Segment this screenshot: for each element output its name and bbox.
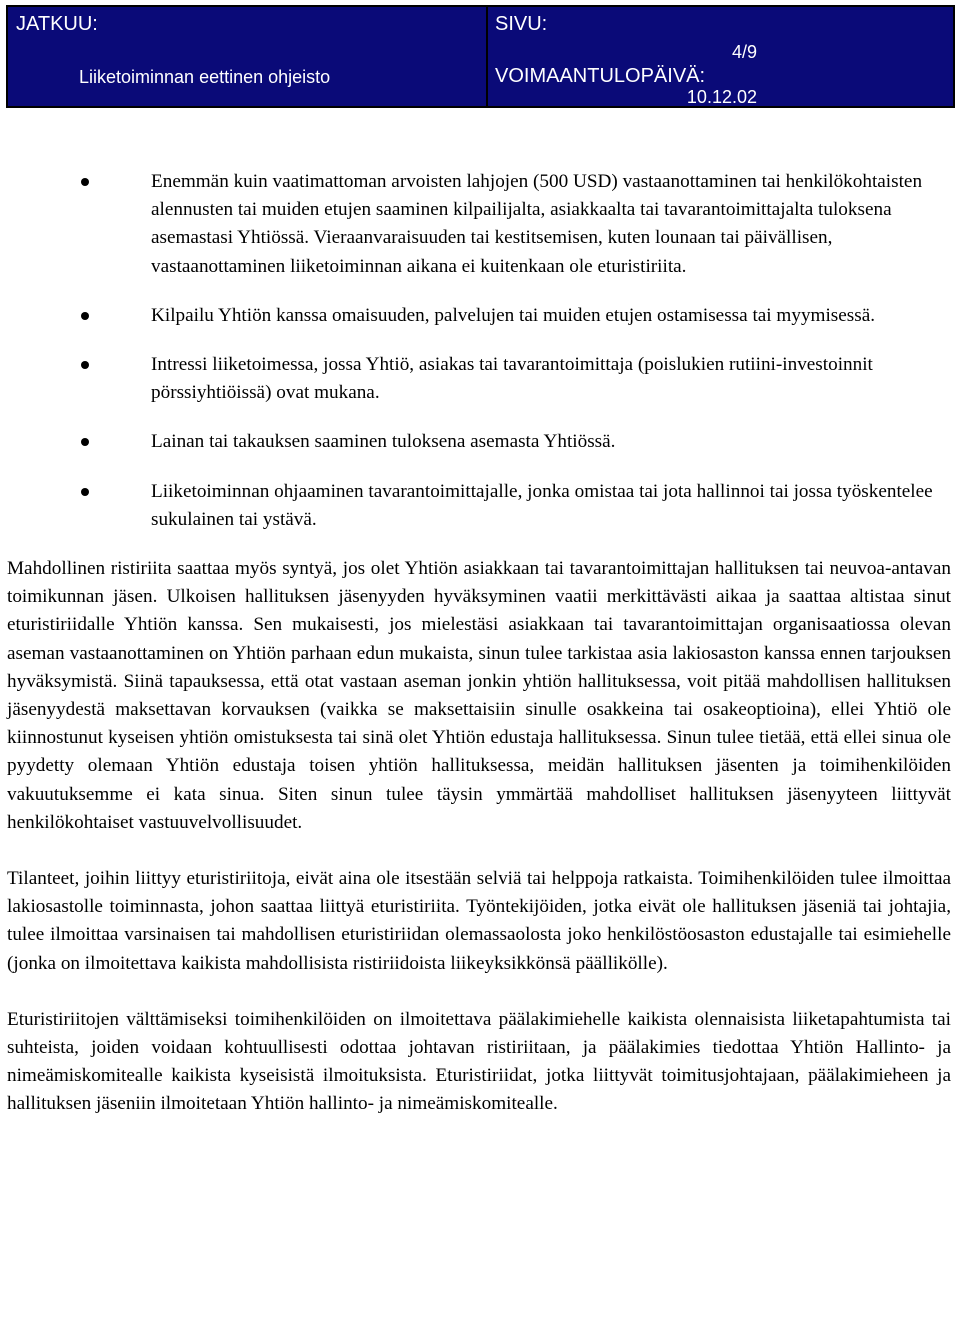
effective-date: 10.12.02 (686, 87, 757, 107)
list-item (7, 351, 951, 407)
paragraph-board-membership: Mahdollinen ristiriita saattaa myös syntyä, jos olet Yhtiön asiakkaan tai tavarantoimittajan hallituksen tai neuvoa-antavan toimikunnan jäsen. Ulkoisen hallituksen jäsenyyden hyväksyminen vaatii merkittävästi aikaa ja saattaa altistaa sinut eturistiriidalle Yhtiön kanssa. Sen mukaisesti, jos mielestäsi asiakkaan tai tavarantoimittajan organisaatiossa olevan aseman vastaanottaminen on Yhtiön parhaan edun mukaista, sinun tulee tarkistaa asia lakiosaston kanssa ennen tarjouksen hyväksymistä. Siinä tapauksessa, että otat vastaan aseman jonkin yhtiön hallituksessa, voit pitää mahdollisen hallituksen jäsenyydestä maksettavan korvauksen (vaikka se maksettaisiin sinulle osakkeina tai osakeoptioina), ellei Yhtiö ole kiinnostunut kyseisen yhtiön omistuksesta tai sinä olet Yhtiön edustaja hallituksessa. Sinun tulee tietää, että ellei sinua ole pyydetty olemaan Yhtiön edustaja toisen yhtiön hallituksessa, meidän hallituksen jäsenten ja toimihenkilöiden vakuutuksemme ei kata sinua. Siten sinun tulee täysin ymmärtää mahdolliset hallituksen jäsenyyteen liittyvät henkilökohtaiset vastuuvelvollisuudet. (7, 558, 951, 833)
bullet-icon (81, 178, 89, 186)
conflict-list (7, 168, 951, 534)
page-label: SIVU: (495, 13, 548, 35)
list-item-text: Lainan tai takauksen saaminen tuloksena asemasta Yhtiössä. (151, 431, 616, 453)
list-item-text: Enemmän kuin vaatimattoman arvoisten lahjojen (500 USD) vastaanottaminen tai henkilökohtaisten alennusten tai muiden etujen saaminen kilpailijalta, asiakkaalta tai tavarantoimittajalta tuloksena asemastasi Yhtiössä. Vieraanvaraisuuden tai kestitsemisen, kuten lounaan tai päivällisen, vastaanottaminen liiketoiminnan aikana ei kuitenkaan ole eturistiriita. (151, 171, 923, 277)
document-body (7, 168, 951, 1147)
list-item (7, 428, 951, 456)
bullet-icon (81, 361, 89, 369)
bullet-icon (81, 488, 89, 496)
paragraph-reporting: Tilanteet, joihin liittyy eturistiriitoja, eivät aina ole itsestään selviä tai helppoja ratkaista. Toimihenkilöiden tulee ilmoittaa lakiosastolle toiminnasta, johon saattaa liittyä eturistiriita. Työntekijöiden, jotka eivät ole hallituksen jäseniä tai johtajia, tulee ilmoittaa varsinaisen tai mahdollisen eturistiriidan olemassaolosta joko henkilöstöosaston edustajalle tai esimiehelle (jonka on ilmoitettava kaikista mahdollisista ristiriidoista liikeyksikkönsä päällikölle). (7, 868, 951, 974)
list-item (7, 478, 951, 534)
list-item-text: Kilpailu Yhtiön kanssa omaisuuden, palvelujen tai muiden etujen ostamisessa tai myymisessä. (151, 304, 876, 326)
list-item (7, 302, 951, 330)
list-item (7, 168, 951, 281)
bullet-icon (81, 438, 89, 446)
continued-label: JATKUU: (16, 13, 98, 35)
list-item-text: Liiketoiminnan ohjaaminen tavarantoimittajalle, jonka omistaa tai jota hallinnoi tai jossa työskentelee sukulainen tai ystävä. (151, 480, 933, 530)
list-item-text: Intressi liiketoimessa, jossa Yhtiö, asiakas tai tavarantoimittaja (poislukien rutiini-investoinnit pörssiyhtiöissä) ovat mukana. (151, 354, 873, 404)
document-title: Liiketoiminnan eettinen ohjeisto (79, 67, 331, 87)
page-number: 4/9 (731, 42, 757, 62)
document-header (6, 5, 955, 108)
effective-date-label: VOIMAANTULOPÄIVÄ: (495, 65, 706, 87)
header-divider (486, 7, 488, 106)
paragraph-avoidance: Eturistiriitojen välttämiseksi toimihenkilöiden on ilmoitettava päälakimiehelle kaikista olennaisista liiketapahtumista tai suhteista, joiden voidaan kohtuullisesti odottaa johtavan ristiriitaan, ja päälakimies tiedottaa Yhtiön Hallinto- ja nimeämiskomitealle kaikista kyseisistä ilmoituksista. Eturistiriidat, jotka liittyvät toimitusjohtajaan, päälakimieheen ja hallituksen jäseniin ilmoitetaan Yhtiön hallinto- ja nimeämiskomitealle. (7, 1008, 951, 1115)
bullet-icon (81, 312, 89, 320)
